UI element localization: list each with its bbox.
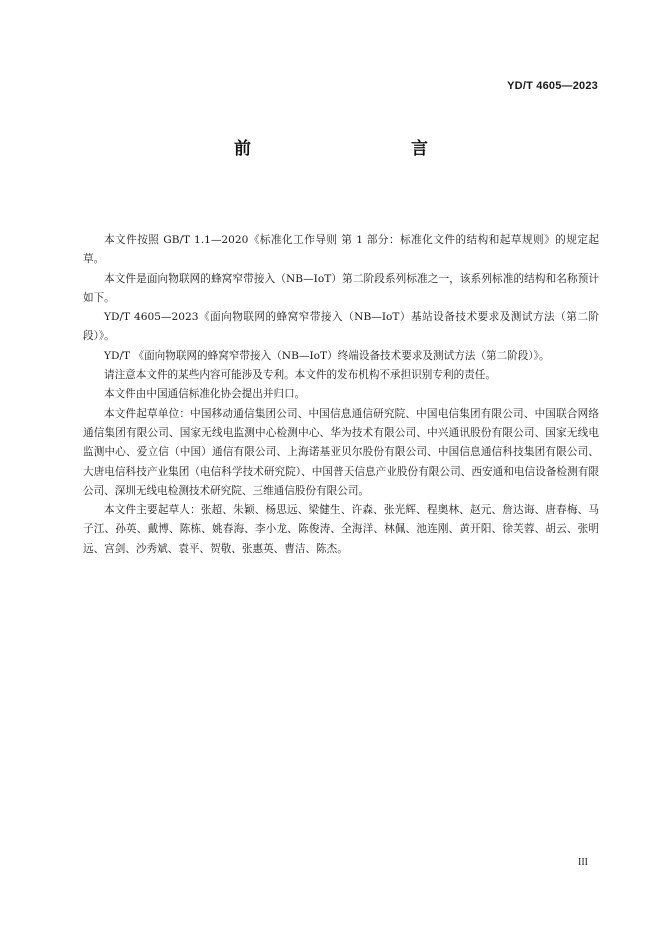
paragraph-series-part-2: YD/T 《面向物联网的蜂窝窄带接入（NB—IoT）终端设备技术要求及测试方法（第二阶段）》。 bbox=[104, 349, 550, 362]
page-number: III bbox=[578, 857, 588, 868]
paragraph-drafting-rules: 本文件按照 GB/T 1.1—2020《标准化工作导则 第 1 部分：标准化文件的结构和起草规则》的规定起草。 bbox=[83, 234, 599, 266]
paragraph-patent-notice: 请注意本文件的某些内容可能涉及专利。本文件的发布机构不承担识别专利的责任。 bbox=[104, 369, 496, 382]
document-number: YD/T 4605—2023 bbox=[507, 80, 598, 92]
foreword-body bbox=[83, 231, 599, 559]
paragraph-drafting-organizations: 本文件起草单位：中国移动通信集团公司、中国信息通信研究院、中国电信集团有限公司、中国联合网络通信集团有限公司、国家无线电监测中心检测中心、华为技术有限公司、中兴通讯股份有限公司、国家无线电监测中心、爱立信（中国）通信有限公司、上海诺基亚贝尔股份有限公司、中国信息通信科技集团有限公司、大唐电信科技产业集团（电信科学技术研究院）、中国普天信息产业股份有限公司、西安通和电信设备检测有限公司、深圳无线电检测技术研究院、三维通信股份有限公司。 bbox=[83, 407, 599, 497]
paragraph-drafters: 本文件主要起草人：张超、朱颖、杨思远、梁健生、许森、张光辉、程奥林、赵元、詹达诲、唐春梅、马子江、孙英、戴博、陈栋、姚春海、李小龙、陈俊涛、全海洋、林佩、池连刚、黄开阳、徐芙蓉、胡云、张明远、宫剑、沙秀斌、袁平、贺敬、张惠英、曹洁、陈杰。 bbox=[83, 504, 599, 555]
page-title: 前 言 bbox=[234, 139, 470, 159]
paragraph-proposer: 本文件由中国通信标准化协会提出并归口。 bbox=[104, 388, 306, 401]
paragraph-series-intro: 本文件是面向物联网的蜂窝窄带接入（NB—IoT）第二阶段系列标准之一，该系列标准的结构和名称预计如下。 bbox=[83, 272, 599, 304]
paragraph-series-part-1: YD/T 4605—2023《面向物联网的蜂窝窄带接入（NB—IoT）基站设备技术要求及测试方法（第二阶段）》。 bbox=[83, 311, 599, 343]
